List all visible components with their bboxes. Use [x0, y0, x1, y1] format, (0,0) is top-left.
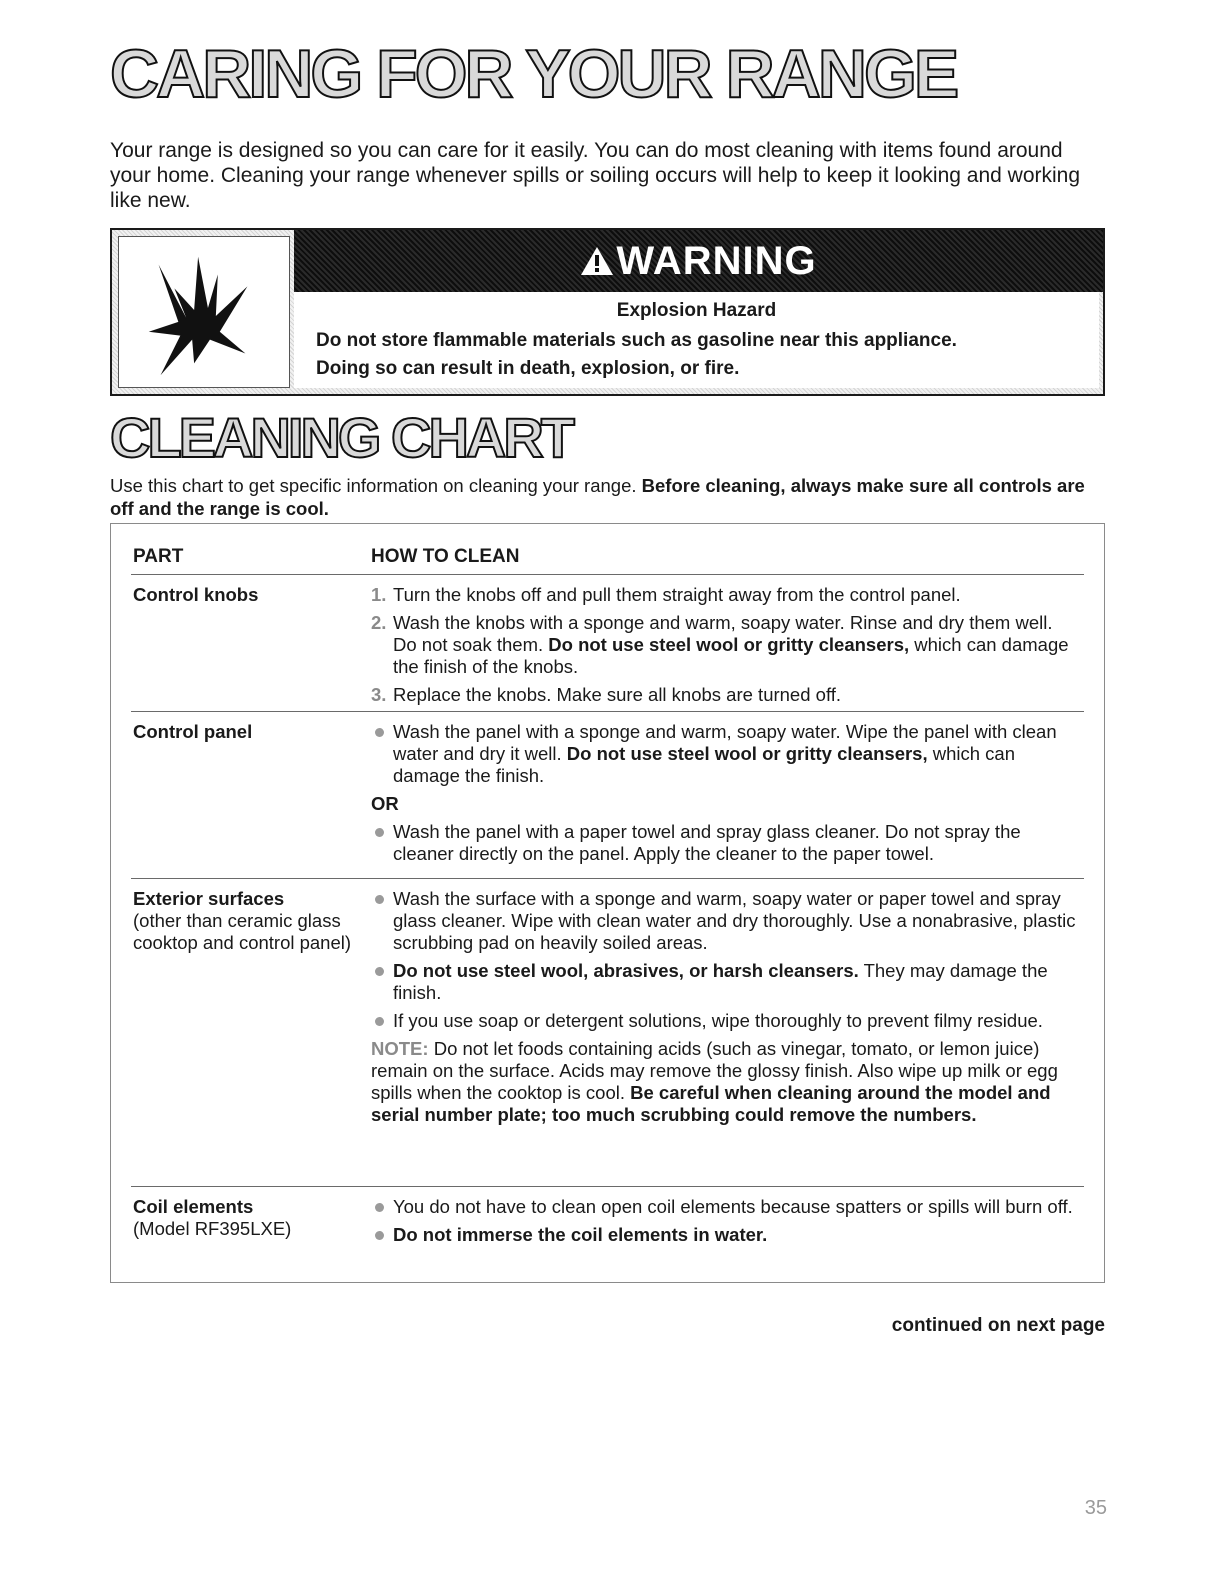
part-name: Coil elements — [133, 1196, 254, 1217]
row-divider — [131, 1186, 1084, 1187]
bullet-icon — [375, 895, 384, 904]
intro-paragraph: Your range is designed so you can care for it easily. You can do most cleaning with items found around your home. Cleaning your range whenever spills or soiling occurs will help to keep it looking and working like new. — [110, 139, 1081, 212]
step: Wash the panel with a sponge and warm, soapy water. Wipe the panel with clean water and dry it well. Do not use steel wool or gritty cleansers, which can damage the finish. — [371, 721, 1076, 787]
column-header-part: PART — [133, 546, 184, 567]
step: 3. Replace the knobs. Make sure all knobs are turned off. — [371, 684, 842, 705]
bullet-icon — [375, 728, 384, 737]
warning-body — [294, 292, 1099, 388]
table-row — [133, 721, 353, 743]
section-intro: Use this chart to get specific information on cleaning your range. Before cleaning, always make sure all controls are off and the range is cool. — [110, 475, 1085, 519]
header-divider — [131, 574, 1084, 575]
warning-banner — [294, 230, 1103, 292]
explosion-icon — [118, 236, 290, 388]
bullet-icon — [375, 1231, 384, 1240]
cleaning-chart — [110, 523, 1105, 1283]
column-header-how: HOW TO CLEAN — [371, 546, 520, 567]
table-row — [133, 888, 353, 954]
continued-note: continued on next page — [891, 1315, 1105, 1336]
bullet-icon — [375, 1203, 384, 1212]
warning-line-2: Doing so can result in death, explosion, or fire. — [316, 358, 740, 379]
section-title: CLEANING CHART — [110, 406, 572, 469]
step: Do not immerse the coil elements in water. — [371, 1224, 1076, 1246]
warning-line-1: Do not store flammable materials such as gasoline near this appliance. — [316, 330, 957, 351]
step: Do not use steel wool, abrasives, or harsh cleansers. They may damage the finish. — [371, 960, 1076, 1004]
part-subtitle: (other than ceramic glass cooktop and control panel) — [133, 910, 352, 953]
row-divider — [131, 878, 1084, 879]
alert-triangle-icon — [580, 245, 614, 277]
page-number: 35 — [1084, 1497, 1107, 1519]
part-name: Control panel — [133, 721, 253, 742]
row-divider — [131, 711, 1084, 712]
bullet-icon — [375, 967, 384, 976]
step: If you use soap or detergent solutions, wipe thoroughly to prevent filmy residue. — [371, 1010, 1076, 1032]
table-row — [133, 584, 353, 606]
step: 1. Turn the knobs off and pull them straight away from the control panel. — [371, 584, 961, 605]
part-name: Control knobs — [133, 584, 259, 605]
step: You do not have to clean open coil elements because spatters or spills will burn off. — [371, 1196, 1076, 1218]
step: Wash the surface with a sponge and warm, soapy water or paper towel and spray glass cleaner. Wipe with clean water and dry thoroughly. Use a nonabrasive, plastic scrubbing pad on heavily soiled areas. — [371, 888, 1076, 954]
bullet-icon — [375, 828, 384, 837]
row-steps — [371, 888, 1076, 1126]
warning-signal-word: WARNING — [616, 238, 817, 283]
part-subtitle: (Model RF395LXE) — [133, 1218, 292, 1239]
bullet-icon — [375, 1017, 384, 1026]
step: Wash the panel with a paper towel and spray glass cleaner. Do not spray the cleaner directly on the panel. Apply the cleaner to the paper towel. — [371, 821, 1076, 865]
step: 2. Wash the knobs with a sponge and warm, soapy water. Rinse and dry them well. Do not soak them. Do not use steel wool or gritty cleansers, which can damage the finish of the knobs. — [371, 612, 1069, 677]
table-row — [133, 1196, 353, 1240]
note: NOTE: Do not let foods containing acids (such as vinegar, tomato, or lemon juice) remain on the surface. Acids may remove the glossy finish. Also wipe up milk or egg spills when the cooktop is cool. Be careful when cleaning around the model and serial number plate; too much scrubbing could remove the numbers. — [371, 1038, 1058, 1125]
row-steps — [371, 1196, 1076, 1252]
or-label: OR — [371, 793, 399, 814]
page-title: CARING FOR YOUR RANGE — [110, 36, 957, 112]
row-steps — [371, 721, 1076, 871]
row-steps — [371, 584, 1076, 712]
part-name: Exterior surfaces — [133, 888, 285, 909]
hazard-title: Explosion Hazard — [616, 300, 777, 321]
warning-box — [110, 228, 1105, 396]
